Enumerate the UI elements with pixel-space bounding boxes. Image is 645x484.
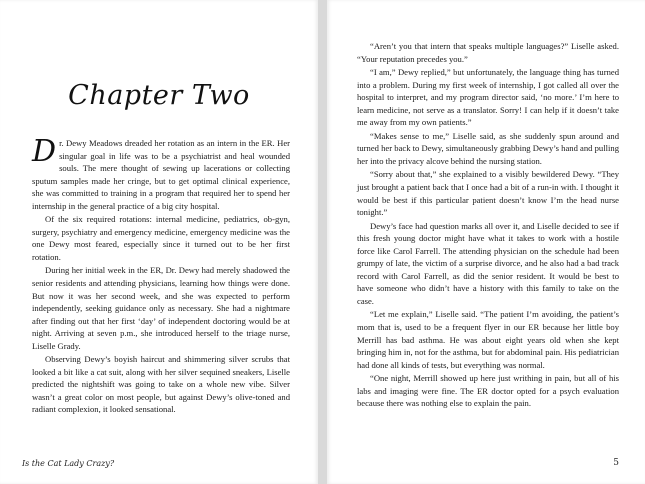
paragraph: Of the six required rotations: internal medicine, pediatrics, ob-gyn, surgery, psychiatry and emergency medicine, emergency medicine was the one Dewy most feared, especially since it turned out to be her first rotation. bbox=[32, 214, 290, 262]
paragraph: “Sorry about that,” she explained to a visibly bewildered Dewy. “They just brought a patient back that I once had a bit of a run-in with. I thought it would be best if this particular patient doesn’t know I’m the head nurse tonight.” bbox=[357, 169, 619, 218]
paragraph: “Makes sense to me,” Liselle said, as she suddenly spun around and turned her back to Dewy, simultaneously grabbing Dewy’s hand and pulling her into the privacy alcove behind the nursing station. bbox=[357, 130, 619, 166]
paragraph: “I am,” Dewy replied,” but unfortunately, the language thing has turned into a problem. During my first week of internship, I got called all over the hospital to interpret, and my program director said, ‘no more.’ I’m here to learn medicine, not serve as a translator. Sorry! I can help if it doesn’t take me away from my own patients.” bbox=[357, 67, 619, 128]
paragraph: “One night, Merrill showed up here just writhing in pain, but all of his labs and imaging were fine. The ER doctor opted for a psych evaluation because there was nothing else to explain the pain. bbox=[357, 373, 619, 409]
paragraph: “Let me explain,” Liselle said. “The patient I’m avoiding, the patient’s mom that is, used to be a frequent flyer in our ER because her little boy Merrill has bad asthma. He was about eight years old when she kept bringing him in, not for the asthma, but for abdominal pain. His pediatrician had done all kinds of tests, but everything was normal. bbox=[357, 309, 619, 370]
paragraph bbox=[32, 134, 290, 212]
running-footer-title: Is the Cat Lady Crazy? bbox=[22, 459, 115, 468]
paragraph: Observing Dewy’s boyish haircut and shimmering silver scrubs that looked a bit like a cat suit, along with her silver sequined sneakers, Liselle predicted the nightshift was going to take on a whole new vibe. Silver wasn’t a great color on most people, but against Dewy’s olive-toned and radiant complexion, it looked sensational. bbox=[32, 354, 290, 415]
paragraph: During her initial week in the ER, Dr. Dewy had merely shadowed the senior residents and attending physicians, learning how things were done. But now it was her second week, and she was expected to perform independently, seeking guidance only as necessary. She had a nightmare after finding out that her first ‘day’ of independent doctoring would be at night. Arriving at seven p.m., she introduced herself to the triage nurse, Liselle Grady. bbox=[32, 265, 290, 351]
right-body-text bbox=[357, 40, 619, 411]
drop-cap: D bbox=[32, 134, 57, 169]
right-page bbox=[327, 0, 645, 484]
left-page bbox=[0, 0, 318, 484]
paragraph: Dewy’s face had question marks all over it, and Liselle decided to see if this fresh young doctor might have what it takes to work with a hostile force like Carol Farrell. The attending physician on the schedule had been grumpy of late, the victim of a surprise divorce, and he also had a bad track record with Carol Farrell, as did the senior resident. It would be best to have someone who didn’t have a history with this family to take on the case. bbox=[357, 220, 619, 306]
chapter-title: Chapter Two bbox=[68, 80, 250, 111]
paragraph-text: r. Dewy Meadows dreaded her rotation as an intern in the ER. Her singular goal in life was to be a psychiatrist and heal wounded souls. The mere thought of sewing up lacerations or collecting sputum samples made her cringe, but to get optimal clinical experience, she was committed to training in a program that required her to spend her internship in the general practice of a big city hospital. bbox=[32, 138, 290, 211]
left-body-text bbox=[32, 134, 290, 417]
page-number: 5 bbox=[613, 458, 619, 468]
paragraph: “Aren’t you that intern that speaks multiple languages?” Liselle asked. “Your reputation precedes you.” bbox=[357, 41, 619, 64]
